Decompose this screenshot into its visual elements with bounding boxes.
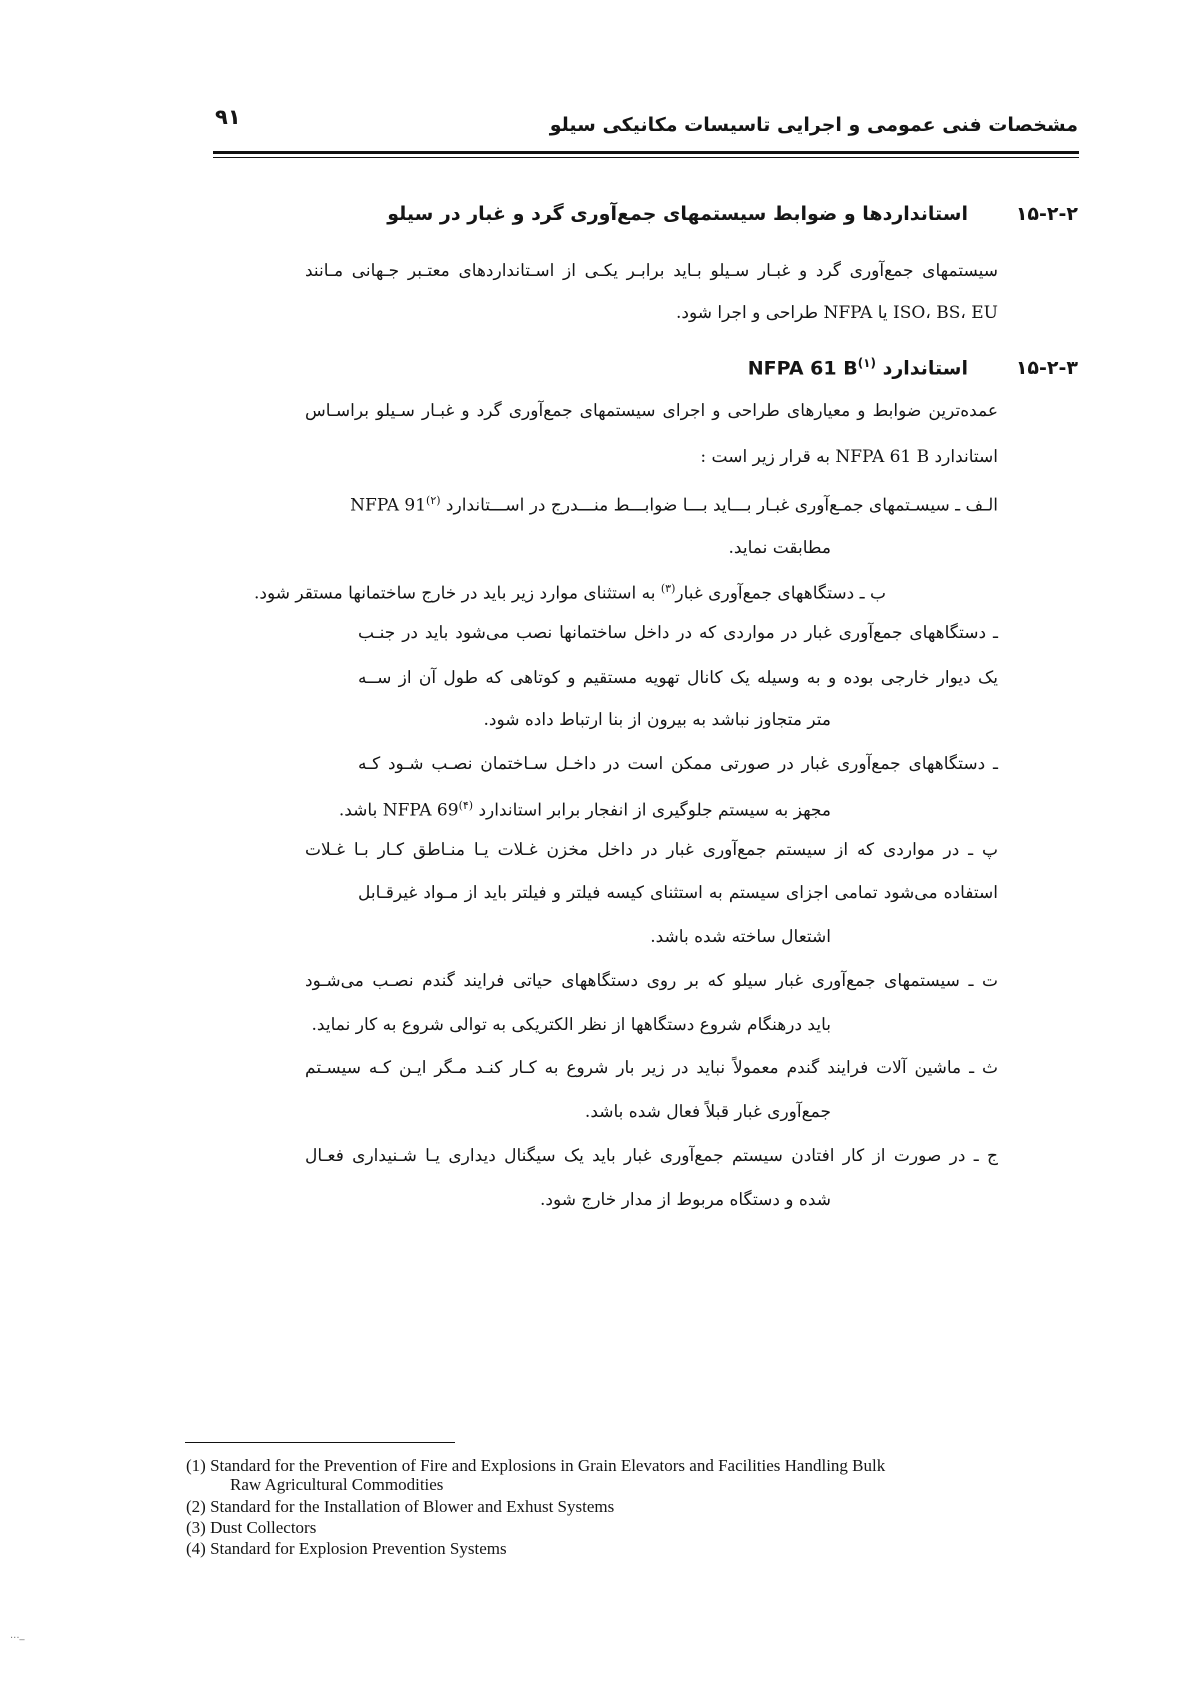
footnote-1: (1) Standard for the Prevention of Fire and Explosions in Grain Elevators and Facilities Handling Bulk — [186, 1456, 886, 1475]
page-number: ۹۱ — [215, 105, 241, 129]
header-rule-thin — [213, 157, 1079, 158]
sub-item-line: یک دیوار خارجی بوده و به وسیله یک کانال تهویه مستقیم و کوتاهی که طول آن از ســه — [358, 668, 998, 688]
sub-item-text: باشد. — [338, 800, 383, 821]
running-header-title: مشخصات فنی عمومی و اجرایی تاسیسات مکانیکی سیلو — [549, 114, 1078, 136]
scan-mark: ..._ — [10, 1630, 25, 1641]
paragraph-line: ISO، BS، EU یا NFPA طراحی و اجرا شود. — [676, 303, 998, 323]
footnote-2: (2) Standard for the Installation of Blower and Exhust Systems — [186, 1497, 615, 1516]
list-item-line: جمع‌آوری غبار قبلاً فعال شده باشد. — [584, 1102, 831, 1122]
sub-item-line: متر متجاوز نباشد به بیرون از بنا ارتباط داده شود. — [483, 710, 831, 730]
sub-item-line: ـ دستگاههای جمع‌آوری غبار در صورتی ممکن است در داخـل سـاختمان نصـب شـود کـه — [358, 754, 998, 774]
footnote-ref: (۱) — [857, 356, 876, 370]
paragraph-line: سیستمهای جمع‌آوری گرد و غبـار سـیلو بـاید برابـر یکـی از اسـتانداردهای معتـبر جـهانی مـانند — [305, 261, 998, 281]
footnote-ref: (۴) — [458, 799, 474, 812]
section-number: ۱۵-۲-۳ — [1015, 357, 1078, 380]
section-heading-15-2-3 — [208, 356, 1078, 379]
header-rule — [213, 151, 1079, 154]
list-item-alef — [305, 490, 998, 517]
list-item-te: ت ـ سیستمهای جمع‌آوری غبار سیلو که بر روی دستگاههای حیاتی فرایند گندم نصـب می‌شـود — [305, 971, 998, 991]
footnote-1-continued: Raw Agricultural Commodities — [230, 1475, 444, 1494]
sub-item-line — [331, 795, 831, 822]
section-number: ۱۵-۲-۲ — [1015, 203, 1078, 225]
list-item-be — [253, 578, 886, 605]
footnote-3: (3) Dust Collectors — [186, 1518, 317, 1537]
footnote-ref: (۲) — [426, 494, 441, 507]
section-heading-15-2-2 — [208, 203, 1078, 225]
list-item-text: ب ـ دستگاههای جمع‌آوری غبار — [675, 583, 886, 604]
paragraph-line: عمده‌ترین ضوابط و معیارهای طراحی و اجرای سیستمهای جمع‌آوری گرد و غبـار سـیلو براسـاس — [305, 401, 998, 421]
list-item-line: استفاده می‌شود تمامی اجزای سیستم به استثنای کیسه فیلتر و فیلتر باید از مـواد غیرقـابل — [358, 883, 998, 903]
list-item-text: الـف ـ سیسـتمهای جمـع‌آوری غبـار بـــاید بـــا ضوابـــط منـــدرج در اســـتاندارد NFPA 91 — [350, 495, 998, 516]
section-title: استاندارد NFPA 61 B — [747, 357, 968, 380]
list-item-line: شده و دستگاه مربوط از مدار خارج شود. — [539, 1190, 831, 1210]
footnote-ref: (۳) — [660, 582, 676, 595]
list-item-text: به استثنای موارد زیر باید در خارج ساختمانها مستقر شود. — [253, 583, 661, 604]
section-title: استانداردها و ضوابط سیستمهای جمع‌آوری گرد و غبار در سیلو — [387, 203, 968, 225]
list-item-pe: پ ـ در مواردی که از سیستم جمع‌آوری غبار در داخل مخزن غـلات یـا منـاطق کـار بـا غـلات — [305, 840, 998, 860]
section-title-wrap — [748, 356, 968, 379]
list-item-line: مطابقت نماید. — [728, 538, 831, 558]
footnote-rule — [185, 1442, 455, 1443]
list-item-line: باید درهنگام شروع دستگاهها از نظر الکتریکی به توالی شروع به کار نماید. — [311, 1015, 831, 1035]
list-item-line: اشتعال ساخته شده باشد. — [650, 927, 831, 947]
list-item-se: ث ـ ماشین آلات فرایند گندم معمولاً نباید در زیر بار شروع به کـار کنـد مـگر ایـن کـه سیسـتم — [305, 1058, 998, 1078]
sub-item-text: مجهز به سیستم جلوگیری از انفجار برابر استاندارد NFPA 69 — [382, 800, 831, 821]
sub-item-line: ـ دستگاههای جمع‌آوری غبار در مواردی که در داخل ساختمانها نصب می‌شود باید در جنـب — [358, 623, 998, 643]
paragraph-line: استاندارد NFPA 61 B به قرار زیر است : — [700, 447, 998, 467]
list-item-jim: ج ـ در صورت از کار افتادن سیستم جمع‌آوری غبار باید یک سیگنال دیداری یـا شـنیداری فعـال — [305, 1146, 998, 1166]
footnote-4: (4) Standard for Explosion Prevention Systems — [186, 1539, 507, 1558]
